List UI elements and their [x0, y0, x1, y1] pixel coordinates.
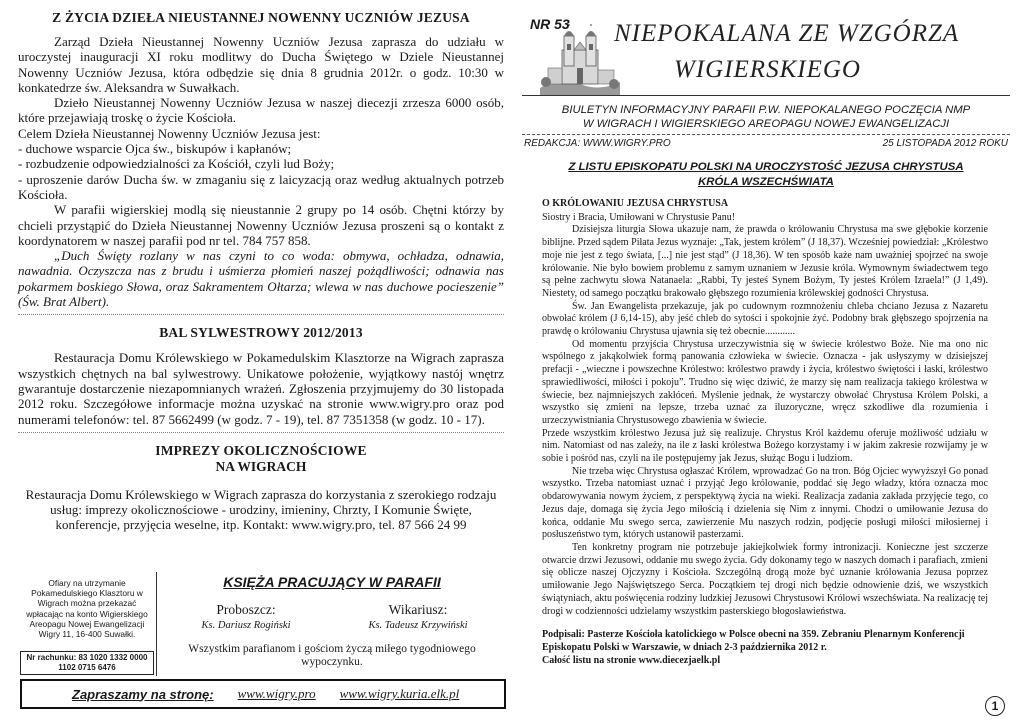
church-illustration-icon — [540, 24, 620, 96]
subtitle-line2: W WIGRACH I WIGIERSKIEGO AREOPAGU NOWEJ EWANGELIZACJI — [582, 118, 950, 130]
letter-title — [522, 160, 1010, 190]
meta-row — [522, 134, 1010, 149]
bulletin-subtitle — [522, 103, 1010, 131]
letter-source: Całość listu na stronie www.diecezjaelk.pl — [542, 654, 721, 666]
vicar-name: Ks. Tadeusz Krzywiński — [368, 620, 468, 631]
pastor — [160, 602, 332, 631]
letter-paragraph: Od momentu przyjścia Chrystusa urzeczywistnia się w świecie królestwo Boże. Nie ma ono nic wspólnego z jakąkolwiek formą panowania człowieka w świecie. Oznacza - jak usłyszymy w dzisiejszej prefacji - „wieczne i powszechne Królestwo: królestwo prawdy i życia, królestwo świętości i łaski, królestwo sprawiedliwości, miłości i pokoju”. Trudno się więc dziwić, że marzy się nam realizacja takiego królestwa w świecie, bez najmniejszych zakłóceń. Myślenie jednak, że wystarczy obwołać Chrystusa Królem Polski, a wszystko się zmieni na lepsze, trzeba uznać za iluzoryczne, wręcz szkodliwe dla rozumienia i urzeczywistniania Chrystusowego zbawienia w świecie. — [542, 338, 988, 426]
donation-text: Ofiary na utrzymanie Pokamedulskiego Klasztoru w Wigrach można przekazać wpłacając na konto Wigierskiego Areopagu Nowej Ewangelizacji Wigry 11, 16-400 Suwałki. — [26, 578, 148, 640]
letter-body — [522, 198, 1010, 618]
letter-greeting: Siostry i Bracia, Umiłowani w Chrystusie Panu! — [542, 211, 736, 223]
events-title: IMPREZY OKOLICZNOŚCIOWE — [155, 442, 367, 458]
page-number: 1 — [985, 696, 1005, 716]
issue-number: NR 53 — [530, 16, 570, 32]
section-ball — [18, 325, 504, 426]
header-rule — [522, 95, 1010, 96]
pastor-role: Proboszcz: — [216, 602, 276, 617]
letter-signature — [522, 629, 1010, 667]
ball-title: BAL SYLWESTROWY 2012/2013 — [159, 325, 363, 341]
bulletin-title-line2: WIGIERSKIEGO — [674, 56, 861, 83]
clergy-row — [160, 602, 504, 631]
letter-title-line1: Z LISTU EPISKOPATU POLSKI NA UROCZYSTOŚĆ JEZUSA CHRYSTUSA — [568, 161, 964, 173]
website-label: Zapraszamy na stronę: — [72, 686, 214, 702]
letter-paragraph: Św. Jan Ewangelista przekazuje, jak po cudownym rozmnożeniu chleba chciano Jezusa z Nazaretu obwołać królem (J 6,14-15), aby jeść chleb do sytości i spokojnie żyć. Podobny brak głębszego spojrzenia na prawdę o królowaniu Chrystusa ujawnia się też obecnie............ — [542, 300, 988, 338]
clergy-section — [160, 574, 504, 669]
section-events — [18, 443, 504, 533]
ball-paragraph: Restauracja Domu Królewskiego w Pokamedulskim Klasztorze na Wigrach zaprasza wszystkich chętnych na bal sylwestrowy. Unikatowe położenie, wyjątkowy nastój wnętrz gwarantuje dostarczenie niezapomnianych wrażeń. Zgłoszenia przyjmujemy do 30 listopada 2012 roku. Szczegółowe informacje można uzyskać na stronie www.wigry.pro oraz pod numerami telefonów: tel. 87 5662499 (w godz. 7 - 19), tel. 87 7351358 (w godz. 10 - 17). — [18, 350, 504, 427]
section-nowenna — [18, 10, 504, 309]
section-divider — [18, 314, 504, 315]
letter-paragraph: Nie trzeba więc Chrystusa ogłaszać Królem, wprowadzać Go na tron. Bóg Ojciec wywyższył Go ponad wszystko. Trzeba natomiast uznać i przyjąć Jego królowanie, poddać się Jego władzy, która oznacza moc obdarowywania nowym życiem, z perspektywą życia na wieki. Realizacja zadania zakłada przyjęcie tego, co Jezus daje, domaga się życia Jego miłością i dzielenia się Nim z innymi. Chodzi o umiłowanie Jezusa do końca, oddanie Mu swego serca, zawierzenie Mu naszych rodzin, podjęcie posługi miłości miłosiernej i posłuszeństwo tym, których ustanowił pasterzami. — [542, 465, 988, 541]
clergy-title: KSIĘŻA PRACUJĄCY W PARAFII — [223, 574, 441, 590]
nowenna-title: Z ŻYCIA DZIEŁA NIEUSTANNEJ NOWENNY UCZNIÓW JEZUSA — [52, 10, 470, 25]
letter-paragraph: Przede wszystkim królestwo Jezusa już się realizuje. Chrystus Król każdemu oferuje możliwość udziału w nim. Natomiast od nas zależy, na ile z łaski królestwa Bożego korzystamy i w jakim zakresie rozwijamy je w sobie i pośród nas, czyli na ile postępujemy jak Jezus, służąc Bogu i ludziom. — [542, 427, 988, 465]
editorial-address: REDAKCJA: WWW.WIGRY.PRO — [524, 138, 671, 149]
masthead — [522, 10, 1010, 98]
right-column — [522, 10, 1010, 667]
letter-paragraph: Dzisiejsza liturgia Słowa ukazuje nam, że prawda o królowaniu Chrystusa ma swe głębokie korzenie biblijne. Przed sądem Piłata Jezus wyznaje: „Tak, jestem królem” (J 18,37). Wcześniej powiedział: „Królestwo moje nie jest z tego świata, [...] nie jest stąd” (J 18,36). W ten sposób każe nam uważniej spojrzeć na swoje królowanie. Nie było bowiem problemu z samym uznaniem w Jezusie króla. Wymownym świadectwem tego są pełne zachwytu słowa Natanaela: „Rabbi, Ty jesteś Synem Bożym, Ty jesteś Królem Izraela!” (J 1,49). Niestety, od samego początku brakowało głębszego rozumienia królewskiej godności Chrystusa. — [542, 224, 988, 299]
issue-date: 25 LISTOPADA 2012 ROKU — [882, 138, 1008, 149]
website-bar — [20, 679, 506, 709]
website-link-kuria[interactable]: www.wigry.kuria.elk.pl — [339, 686, 460, 701]
nowenna-paragraph: Zarząd Dzieła Nieustannej Nowenny Uczniów Jezusa zaprasza do udziału w uroczystej inauguracji XI roku modlitwy do Ducha Świętego w Dziele Nieustannej Nowenny Uczniów Jezusa, która odbędzie się dnia 8 grudnia 2012r. o godz. 10:30 w konkatedrze św. Aleksandra w Suwałkach. — [18, 34, 504, 95]
vicar-role: Wikariusz: — [388, 602, 448, 617]
events-subtitle: NA WIGRACH — [215, 458, 307, 474]
nowenna-paragraph: Celem Dzieła Nieustannej Nowenny Uczniów Jezusa jest: — [18, 125, 321, 141]
pastor-name: Ks. Dariusz Rogiński — [201, 620, 291, 631]
section-divider — [18, 432, 504, 433]
nowenna-paragraph: W parafii wigierskiej modlą się nieustannie 2 grupy po 14 osób. Chętni którzy by chcieli przystąpić do Dzieła Nieustannej Nowenny Uczniów Jezusa proszeni są o kontakt z koordynatorem w naszej parafii pod nr tel. 784 757 858. — [18, 202, 504, 248]
bulletin-title-line1: NIEPOKALANA ZE WZGÓRZA — [614, 20, 960, 47]
nowenna-paragraph: Dzieło Nieustannej Nowenny Uczniów Jezusa w naszej diecezji zrzesza 6000 osób, które przejawiają troskę o życie Kościoła. — [18, 95, 504, 126]
nowenna-bullet: - rozbudzenie odpowiedzialności za Kościół, czyli lud Boży; — [18, 156, 335, 172]
subtitle-line1: BIULETYN INFORMACYJNY PARAFII P.W. NIEPOKALANEGO POCZĘCIA NMP — [561, 104, 971, 116]
website-link-wigry[interactable]: www.wigry.pro — [237, 686, 316, 701]
events-paragraph: Restauracja Domu Królewskiego w Wigrach zaprasza do korzystania z szerokiego rodzaju usług: imprezy okolicznościowe - urodziny, imieniny, Chrzty, I Komunie Święte, konferencje, przyjęcia weselne, itp. Kontakt: www.wigry.pro, tel. 87 566 24 99 — [25, 486, 497, 533]
letter-paragraph: Ten konkretny program nie potrzebuje jakiejkolwiek formy intronizacji. Konieczne jest szczerze otwarcie drzwi Jezusowi, oddanie mu swego życia. Gdy dokonamy tego w naszych domach i parafiach, zmieni się oblicze naszej Ojczyzny i Kościoła. Szczególną drogą może być uznanie królowania Jezusa poprzez umiłowanie Jego Najświętszego Serca. Początkiem tej drogi nich będzie odnowienie dziś, we wszystkich świątyniach, aktu poświęcenia rodziny ludzkiej Jezusowi Chrystusowi Królowi wszechświata. Na realizację tej drogi w codzienności udzielamy wszystkim pasterskiego błogosławieństwa. — [542, 541, 988, 617]
clergy-greeting: Wszystkim parafianom i gościom życzą miłego tygodniowego wypoczynku. — [188, 643, 476, 668]
left-column — [18, 10, 504, 533]
letter-heading: O KRÓLOWANIU JEZUSA CHRYSTUSA — [542, 198, 729, 209]
signed-by: Podpisali: Pasterze Kościoła katolickiego w Polsce obecni na 359. Zebraniu Plenarnym Konferencji Episkopatu Polski w Warszawie, w dniach 2-3 października 2012 r. — [542, 629, 965, 653]
vicar — [332, 602, 504, 631]
nowenna-quote: „Duch Święty rozlany w nas czyni to co woda: obmywa, ochładza, odnawia, nawadnia. Oczyszcza nas z brudu i uśmierza płomień naszej pożądliwości; odnawia nas pokarmem boskiego Słowa, oraz Sakramentem Ołtarza; wlewa w nas duchowe pocieszenie” (Św. Brat Albert). — [18, 248, 504, 310]
nowenna-bullet: - uproszenie darów Ducha św. w zmaganiu się z laicyzacją oraz według aktualnych potrzeb Kościoła. — [18, 171, 504, 202]
bank-account-box: Nr rachunku: 83 1020 1332 0000 1102 0715 6476 — [20, 651, 154, 675]
nowenna-bullet: - duchowe wsparcie Ojca św., biskupów i kapłanów; — [18, 141, 292, 157]
letter-title-line2: KRÓLA WSZECHŚWIATA — [698, 176, 834, 188]
